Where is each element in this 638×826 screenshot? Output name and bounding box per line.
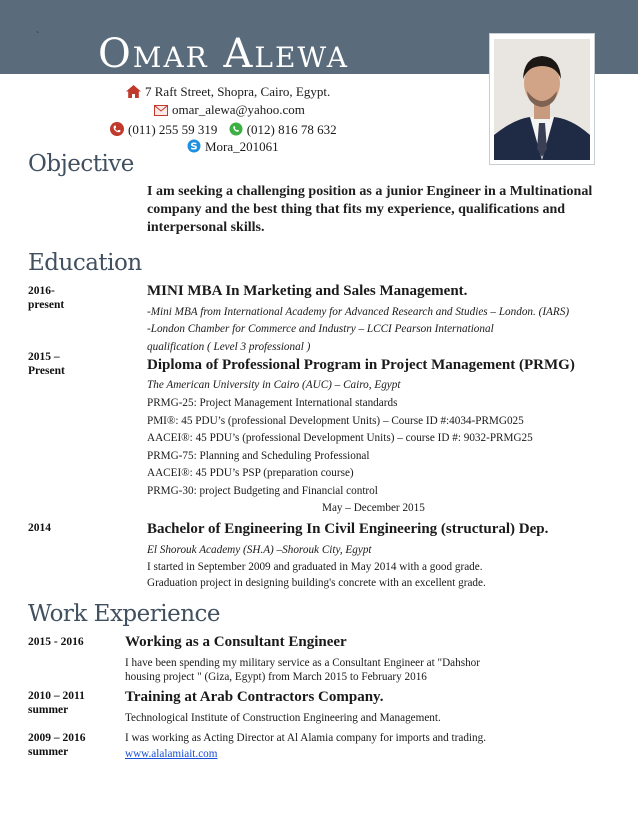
job-detail: I have been spending my military service as a Consultant Engineer at "Dahshor xyxy=(125,657,481,669)
date-line: Present xyxy=(28,365,65,377)
degree-detail: PRMG-25: Project Management International standards xyxy=(147,397,398,409)
objective-title: Objective xyxy=(28,151,134,177)
job-detail: Technological Institute of Construction Engineering and Management. xyxy=(125,712,441,724)
phone-icon xyxy=(110,122,124,140)
email-text[interactable]: omar_alewa@yahoo.com xyxy=(172,102,305,117)
degree-detail: Graduation project in designing building's concrete with an excellent grade. xyxy=(147,577,486,589)
phone-text[interactable]: (011) 255 59 319 xyxy=(128,122,218,137)
degree-detail: qualification ( Level 3 professional ) xyxy=(147,341,311,353)
candidate-name: Omar Alewa xyxy=(98,31,350,77)
skype-icon xyxy=(187,139,201,157)
svg-text:S: S xyxy=(190,141,198,153)
date-line: 2010 – 2011 xyxy=(28,690,85,702)
degree-detail: PRMG-30: project Budgeting and Financial control xyxy=(147,485,378,497)
date-line: summer xyxy=(28,704,69,716)
education-date xyxy=(28,350,65,378)
degree-detail: -London Chamber for Commerce and Industry – LCCI Pearson International xyxy=(147,323,494,335)
work-date xyxy=(28,731,86,759)
contact-skype xyxy=(187,139,279,157)
degree-title: Diploma of Professional Program in Project Management (PRMG) xyxy=(147,357,575,373)
degree-period: May – December 2015 xyxy=(322,502,425,514)
education-date xyxy=(28,284,64,312)
date-line: summer xyxy=(28,746,69,758)
address-text: 7 Raft Street, Shopra, Cairo, Egypt. xyxy=(145,84,331,99)
degree-detail: PMI®: 45 PDU’s (professional Development Units) – Course ID #:4034-PRMG025 xyxy=(147,415,524,427)
degree-title: Bachelor of Engineering In Civil Engineering (structural) Dep. xyxy=(147,521,549,537)
stray-mark: ` xyxy=(36,30,39,40)
whatsapp-text[interactable]: (012) 816 78 632 xyxy=(246,122,337,137)
degree-detail: El Shorouk Academy (SH.A) –Shorouk City, Egypt xyxy=(147,544,372,556)
education-title: Education xyxy=(28,250,142,276)
job-detail: I was working as Acting Director at Al Alamia company for imports and trading. xyxy=(125,732,487,744)
date-line: 2015 – xyxy=(28,351,60,363)
contact-email xyxy=(154,102,305,120)
degree-detail: -Mini MBA from International Academy for Advanced Research and Studies – London. (IARS) xyxy=(147,306,570,318)
degree-detail: AACEI®: 45 PDU’s PSP (preparation course) xyxy=(147,467,354,479)
work-title: Work Experience xyxy=(28,601,221,627)
home-icon xyxy=(126,85,141,102)
company-website-link[interactable]: www.alalamiait.com xyxy=(125,748,218,760)
date-line: present xyxy=(28,299,65,311)
work-date: 2015 - 2016 xyxy=(28,636,84,648)
mail-icon xyxy=(154,104,168,120)
degree-detail: I started in September 2009 and graduated in May 2014 with a good grade. xyxy=(147,561,483,573)
job-title: Training at Arab Contractors Company. xyxy=(125,689,384,705)
whatsapp-icon xyxy=(229,122,243,140)
profile-photo xyxy=(494,39,590,160)
work-date xyxy=(28,689,85,717)
contact-address xyxy=(126,84,330,102)
job-title: Working as a Consultant Engineer xyxy=(125,634,347,650)
degree-detail: PRMG-75: Planning and Scheduling Professional xyxy=(147,450,370,462)
education-date: 2014 xyxy=(28,522,51,534)
objective-text: I am seeking a challenging position as a junior Engineer in a Multinational company and the best thing that fits my experience, qualifications and interpersonal skills. xyxy=(147,184,593,235)
degree-detail: AACEI®: 45 PDU’s (professional Development Units) – course ID #: 9032-PRMG25 xyxy=(147,432,533,444)
skype-text[interactable]: Mora_201061 xyxy=(205,139,279,154)
date-line: 2009 – 2016 xyxy=(28,732,86,744)
job-detail: housing project " (Giza, Egypt) from March 2015 to February 2016 xyxy=(125,671,427,683)
degree-detail: The American University in Cairo (AUC) – Cairo, Egypt xyxy=(147,379,401,391)
date-line: 2016- xyxy=(28,285,55,297)
contact-phones xyxy=(110,122,337,140)
degree-title: MINI MBA In Marketing and Sales Management. xyxy=(147,283,468,299)
